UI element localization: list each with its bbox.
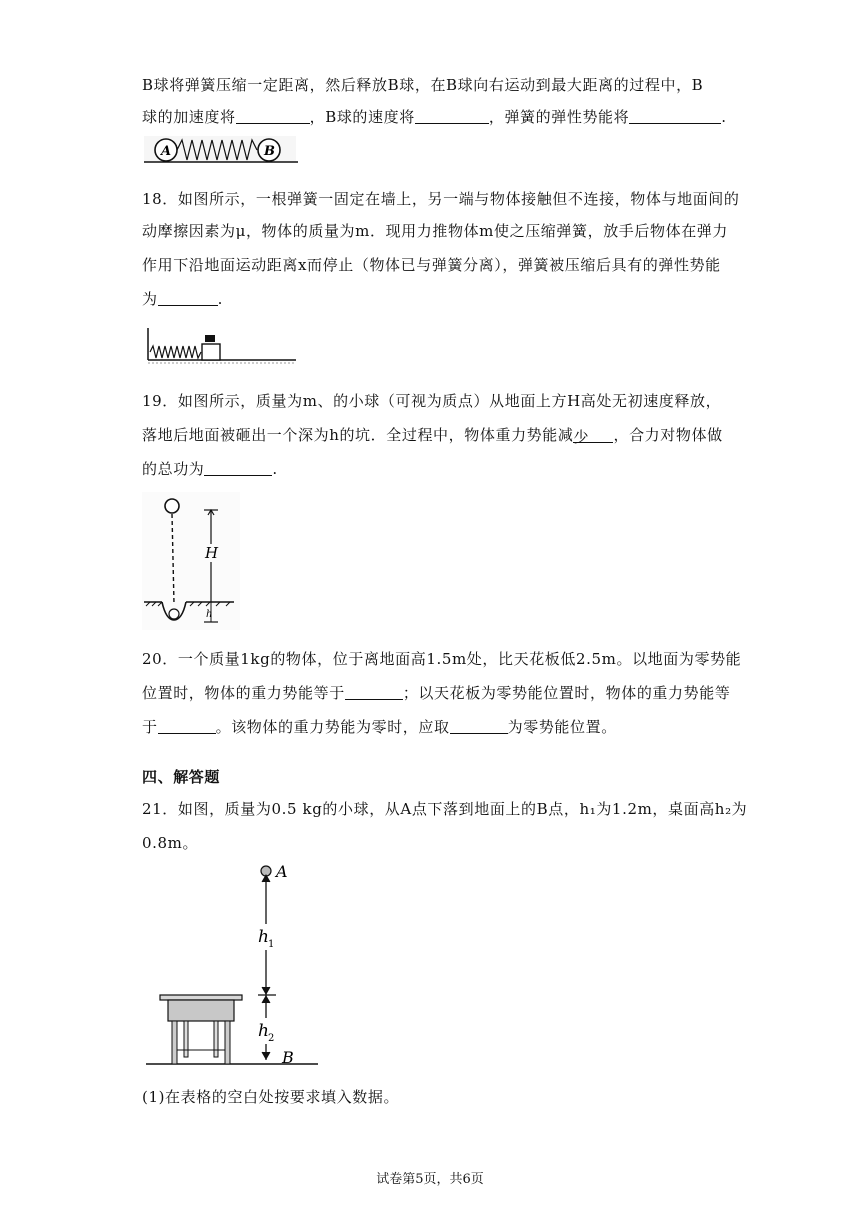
q19-text-a: 落地后地面被砸出一个深为h的坑．全过程中，物体重力势能减: [142, 426, 574, 444]
q19-blank-total-work: [204, 459, 272, 476]
q18-figure-wall-spring-block: [144, 326, 300, 366]
q20-blank-zero-position: [450, 717, 508, 734]
q19-H-label: H: [205, 544, 219, 562]
q18-line-3: 作用下沿地面运动距离x而停止（物体已与弹簧分离），弹簧被压缩后具有的弹性势能: [142, 256, 721, 274]
section-heading-answer: 四、解答题: [142, 768, 221, 786]
q20-line-2: [142, 682, 730, 703]
h2-label: h: [258, 1021, 269, 1041]
q18-blank-elastic-energy: [158, 289, 218, 306]
q17-text-b: ，B球的速度将: [309, 108, 415, 126]
q19-period: .: [272, 460, 278, 478]
q20-text-d: 。该物体的重力势能为零时，应取: [215, 718, 450, 736]
q21-line-1: 21．如图，质量为0.5 kg的小球，从A点下落到地面上的B点，h₁为1.2m，桌面高h₂为: [142, 800, 748, 818]
q18-line-4: [142, 288, 223, 309]
h1-label: h: [258, 927, 269, 947]
table-leg-back-right: [214, 1021, 218, 1057]
point-b-label: B: [282, 1048, 294, 1067]
point-a-label: A: [276, 862, 288, 881]
q21-arrow-mid-up-icon: [262, 996, 270, 1003]
q18-period: .: [217, 290, 223, 308]
q18-spring-icon: [150, 346, 201, 358]
q19-ball-icon: [165, 499, 179, 513]
q19-line-1: 19．如图所示，质量为m、的小球（可视为质点）从地面上方H高处无初速度释放，: [142, 392, 722, 410]
q17-text-a: 球的加速度将: [142, 108, 236, 126]
q18-text-a: 为: [142, 290, 158, 308]
q20-line-1: 20．一个质量1kg的物体，位于离地面高1.5m处，比天花板低2.5m。以地面为零势能: [142, 650, 742, 668]
q19-blank-filled: [573, 426, 613, 446]
q20-text-c: 于: [142, 718, 158, 736]
q19-text-c: 的总功为: [142, 460, 205, 478]
h2-subscript: 2: [268, 1033, 275, 1044]
q20-text-e: 为零势能位置。: [507, 718, 617, 736]
h1-subscript: 1: [268, 939, 275, 950]
table-leg-front-right: [225, 1021, 230, 1064]
table-drawer: [168, 1000, 234, 1021]
q21-arrow-bottom-icon: [262, 1052, 270, 1059]
ball-a-label: A: [161, 144, 172, 159]
q19-figure-background: [142, 492, 240, 630]
block-label-m: [205, 335, 215, 342]
q19-text-b: ，合力对物体做: [613, 426, 723, 444]
q17-blank-acceleration: [236, 107, 310, 124]
q19-line-2: [142, 424, 723, 445]
q20-blank-ground-reference: [345, 683, 403, 700]
q19-figure-ball-drop-pit: [142, 492, 242, 632]
table-leg-back-left: [184, 1021, 188, 1057]
table-top: [160, 995, 242, 1000]
q21-figure-table-drop: [142, 856, 322, 1072]
q21-sub-question-1: (1)在表格的空白处按要求填入数据。: [142, 1088, 400, 1106]
q18-line-2: 动摩擦因素为μ，物体的质量为m．现用力推物体m使之压缩弹簧，放手后物体在弹力: [142, 222, 728, 240]
q18-line-1: 18．如图所示，一根弹簧一固定在墙上，另一端与物体接触但不连接，物体与地面间的: [142, 190, 740, 208]
table-leg-front-left: [172, 1021, 177, 1064]
q20-line-3: [142, 716, 617, 737]
q21-arrow-top-icon: [262, 875, 270, 882]
q19-line-3: [142, 458, 278, 479]
block-icon: [202, 344, 220, 360]
q17-period: .: [721, 108, 727, 126]
q17-blank-elastic-energy: [629, 107, 721, 124]
q21-arrow-mid-down-icon: [262, 987, 270, 994]
q17-text-c: ，弹簧的弹性势能将: [488, 108, 630, 126]
q20-text-a: 位置时，物体的重力势能等于: [142, 684, 345, 702]
q21-line-2: 0.8m。: [142, 834, 199, 852]
q19-fill-text: 少: [573, 428, 590, 446]
q17-line-1: B球将弹簧压缩一定距离，然后释放B球，在B球向右运动到最大距离的过程中，B: [142, 76, 704, 94]
q17-line-2: [142, 106, 727, 127]
q20-text-b: ；以天花板为零势能位置时，物体的重力势能等: [402, 684, 731, 702]
q17-blank-velocity: [415, 107, 489, 124]
page-footer: 试卷第5页，共6页: [376, 1172, 484, 1187]
ball-b-label: B: [264, 144, 275, 159]
q19-h-label: h: [206, 609, 213, 620]
q20-blank-ceiling-reference: [158, 717, 216, 734]
q17-figure-balls-spring: [142, 132, 302, 166]
